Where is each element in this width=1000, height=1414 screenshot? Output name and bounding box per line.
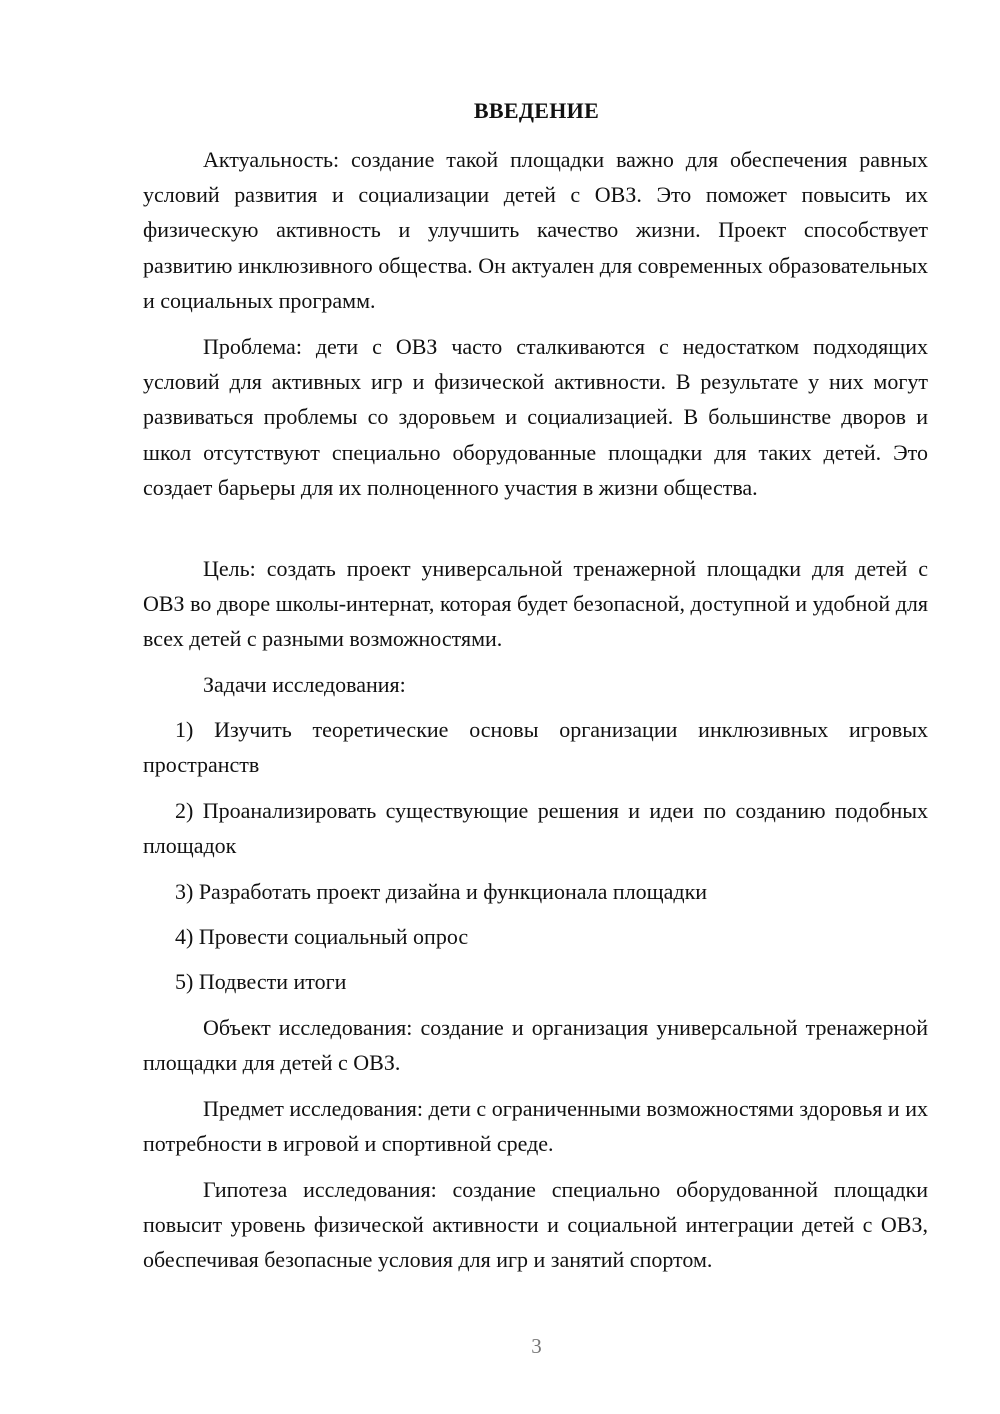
task-item-2: 2) Проанализировать существующие решения и идеи по созданию подобных площадок bbox=[143, 798, 928, 859]
paragraph-goal: Цель: создать проект универсальной тренажерной площадки для детей с ОВЗ во дворе школы-интернат, которая будет безопасной, доступной и удобной для всех детей с разными возможностями. bbox=[143, 556, 928, 652]
page-number: 3 bbox=[531, 1334, 542, 1358]
paragraph-relevance: Актуальность: создание такой площадки важно для обеспечения равных условий развития и социализации детей с ОВЗ. Это поможет повысить их физическую активность и улучшить качество жизни. Проект способствует развитию инклюзивного общества. Он актуален для современных образовательных и социальных программ. bbox=[143, 147, 928, 313]
tasks-heading: Задачи исследования: bbox=[203, 672, 406, 697]
paragraph-hypothesis: Гипотеза исследования: создание специально оборудованной площадки повысит уровень физической активности и социальной интеграции детей с ОВЗ, обеспечивая безопасные условия для игр и занятий спортом. bbox=[143, 1177, 928, 1273]
paragraph-object: Объект исследования: создание и организация универсальной тренажерной площадки для детей с ОВЗ. bbox=[143, 1015, 928, 1076]
paragraph-subject: Предмет исследования: дети с ограниченными возможностями здоровья и их потребности в игровой и спортивной среде. bbox=[143, 1096, 928, 1157]
task-item-1: 1) Изучить теоретические основы организации инклюзивных игровых пространств bbox=[143, 717, 928, 778]
page-title: ВВЕДЕНИЕ bbox=[473, 98, 600, 123]
task-item-4: 4) Провести социальный опрос bbox=[175, 924, 469, 949]
task-item-3: 3) Разработать проект дизайна и функционала площадки bbox=[175, 879, 708, 904]
paragraph-problem: Проблема: дети с ОВЗ часто сталкиваются с недостатком подходящих условий для активных игр и физической активности. В результате у них могут развиваться проблемы со здоровьем и социализацией. В большинстве дворов и школ отсутствуют специально оборудованные площадки для таких детей. Это создает барьеры для их полноценного участия в жизни общества. bbox=[143, 334, 928, 500]
task-item-5: 5) Подвести итоги bbox=[175, 969, 347, 994]
